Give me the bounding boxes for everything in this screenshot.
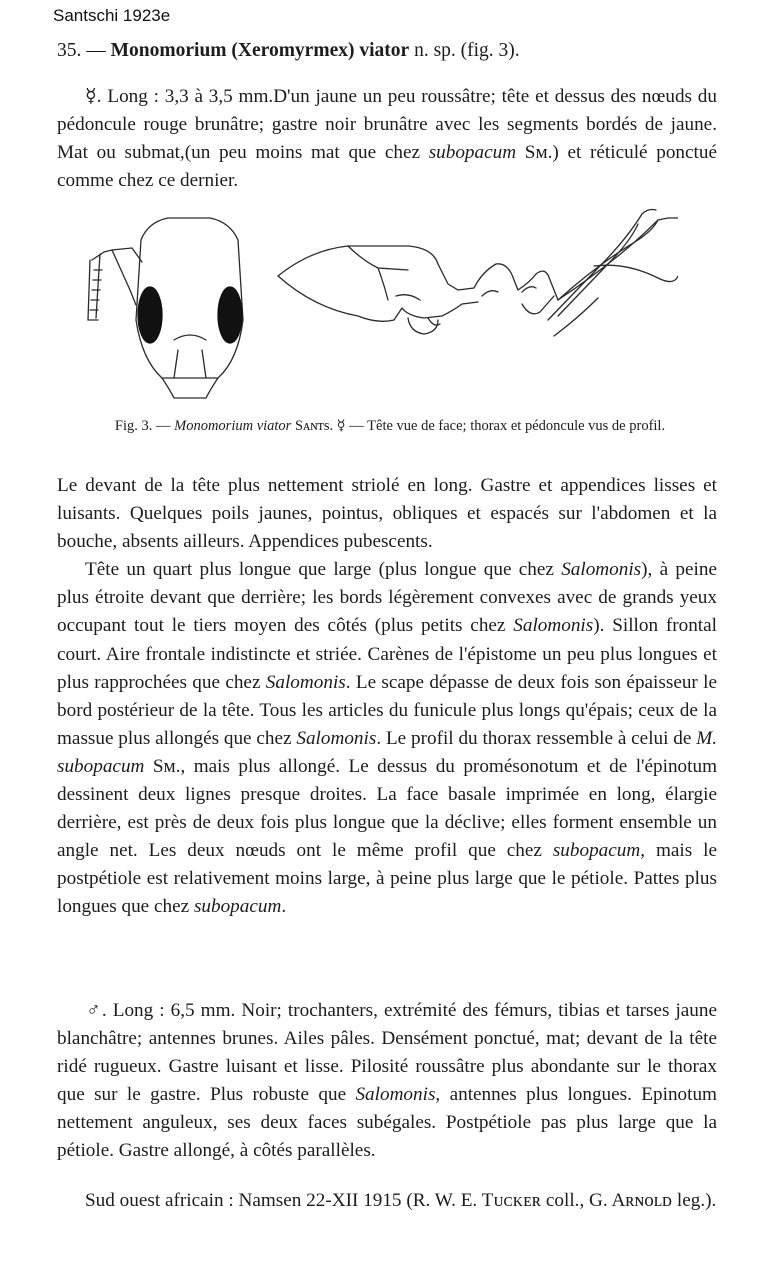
worker-symbol: ☿ <box>85 86 97 107</box>
figure-3 <box>78 200 678 412</box>
species-name: viator <box>359 40 410 61</box>
species-heading <box>57 40 717 62</box>
species-number: 35. <box>57 40 82 61</box>
subgenus-name: (Xeromyrmex) <box>231 40 355 61</box>
taxon-status: n. sp. <box>414 40 456 61</box>
male-symbol: ♂ <box>85 1000 102 1021</box>
locality-record: Sud ouest africain : Namsen 22-XII 1915 (R. W. E. Tᴜᴄᴋᴇʀ coll., G. Aʀɴᴏʟᴅ leg.). <box>85 1190 717 1211</box>
figure-caption: Fig. 3. — Monomorium viator Sᴀɴᴛs. ☿ — Tête vue de face; thorax et pédoncule vus de profil. <box>114 418 666 434</box>
ant-illustration <box>78 200 678 412</box>
description-body: Le devant de la tête plus nettement striolé en long. Gastre et appendices lisses et luisants. Quelques poils jaunes, pointus, obliques et espacés sur l'abdomen et la bouche, absents ailleurs. Appendices pubescents. Tête un quart plus longue que large (plus longue que chez Salomonis), à peine plus étroite devant que derrière; les bords légèrement convexes avec de grands yeux occupant tout le tiers moyen des côtés (plus petits chez Salomonis). Sillon frontal court. Aire frontale indistincte et striée. Carènes de l'épistome un peu plus longues et plus rapprochées que chez Salomonis. Le scape dépasse de deux fois son épaisseur le bord postérieur de la tête. Tous les articles du funicule plus longs qu'épais; ceux de la massue plus allongés que chez Salomonis. Le profil du thorax ressemble à celui de M. subopacum Sᴍ., mais plus allongé. Le dessus du promésonotum et de l'épinotum dessinent deux lignes presque droites. La face basale imprimée en long, élargie derrière, est près de deux fois plus longue que la déclive; elles forment ensemble un angle net. Les deux nœuds ont le même profil que chez subopacum, mais le postpétiole est relativement moins large, à peine plus large que le pétiole. Pattes plus longues que chez subopacum. <box>57 475 717 918</box>
heading-dash: — <box>86 40 106 61</box>
thorax-profile <box>278 210 678 337</box>
genus-name: Monomorium <box>110 40 227 61</box>
male-description: ♂. Long : 6,5 mm. Noir; trochanters, extrémité des fémurs, tibias et tarses jaune blanchâtre; antennes brunes. Ailes pâles. Densément ponctué, mat; devant de la tête ridé rugueux. Gastre luisant et lisse. Pilosité roussâtre plus abondante sur le thorax que sur le gastre. Plus robuste que Salomonis, antennes plus longues. Epinotum nettement anguleux, ses deux faces subégales. Postpétiole pas plus large que la pétiole. Gastre allongé, à côtés parallèles. <box>57 1000 718 1162</box>
source-label: Santschi 1923e <box>53 6 171 25</box>
figure-reference: (fig. 3). <box>460 40 520 61</box>
worker-description: ☿. Long : 3,3 à 3,5 mm.D'un jaune un peu roussâtre; tête et dessus des nœuds du pédoncule rouge brunâtre; gastre noir brunâtre avec les segments bordés de jaune. Mat ou submat,(un peu moins mat que chez subopacum Sᴍ.) et réticulé ponctué comme chez ce dernier. <box>57 86 717 192</box>
